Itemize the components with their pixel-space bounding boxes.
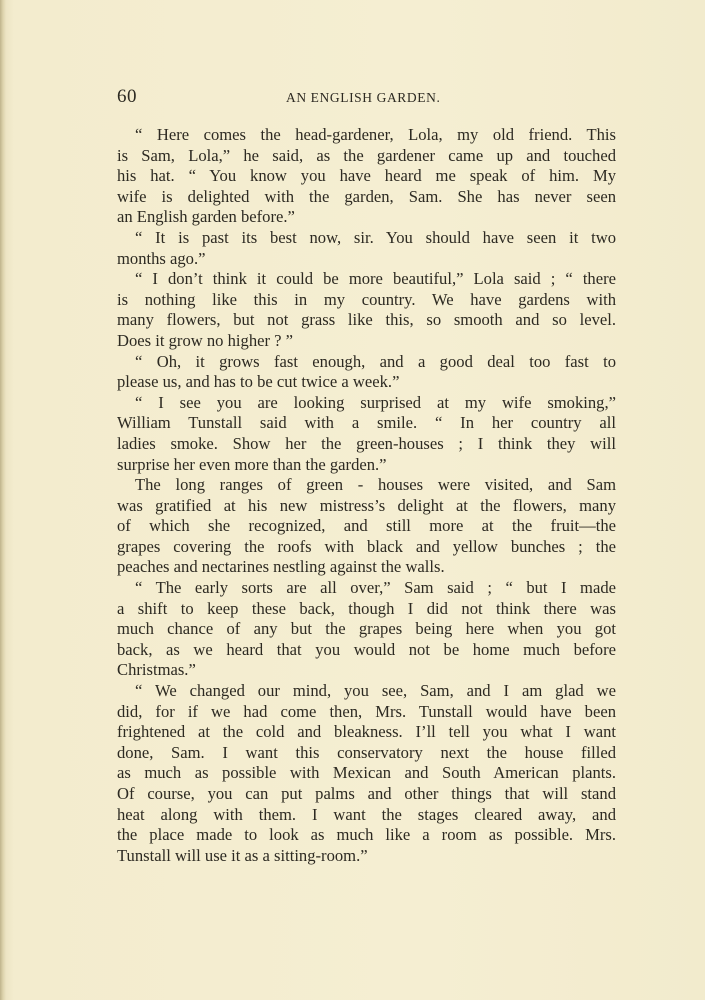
text-line: Does it grow no higher ? ”	[117, 330, 294, 350]
text-line: frightened at the cold and bleakness. I’ll tell you what I want	[117, 722, 616, 742]
text-line: “ Oh, it grows fast enough, and a good deal too fast to	[135, 351, 616, 371]
text-line: Christmas.”	[117, 660, 196, 680]
text-line: “ Here comes the head-gardener, Lola, my old friend. This	[135, 125, 616, 144]
text-line: did, for if we had come then, Mrs. Tunstall would have been	[117, 701, 616, 721]
text-line: please us, and has to be cut twice a week.”	[117, 372, 400, 392]
text-line: many flowers, but not grass like this, so smooth and so level.	[117, 310, 616, 330]
text-line: wife is delighted with the garden, Sam. She has never seen	[117, 186, 616, 206]
text-line: an English garden before.”	[117, 207, 295, 227]
text-line: much chance of any but the grapes being here when you got	[117, 619, 616, 639]
text-line: is nothing like this in my country. We have gardens with	[117, 289, 616, 309]
page-number: 60	[117, 86, 137, 107]
text-line: of which she recognized, and still more at the fruit—the	[117, 516, 616, 536]
text-line: heat along with them. I want the stages cleared away, and	[117, 804, 616, 824]
text-line: “ We changed our mind, you see, Sam, and I am glad we	[135, 681, 616, 701]
text-line: as much as possible with Mexican and South American plants.	[117, 763, 616, 783]
text-line: peaches and nectarines nestling against the walls.	[117, 557, 445, 577]
text-line: Of course, you can put palms and other things that will stand	[117, 784, 616, 803]
text-line: months ago.”	[117, 248, 206, 268]
text-line: surprise her even more than the garden.”	[117, 454, 387, 474]
body-text	[117, 125, 616, 866]
text-line: done, Sam. I want this conservatory next the house filled	[117, 742, 616, 762]
text-line: “ The early sorts are all over,” Sam said ; “ but I made	[135, 578, 616, 598]
text-line: “ It is past its best now, sir. You should have seen it two	[135, 227, 616, 247]
text-line: grapes covering the roofs with black and yellow bunches ; the	[117, 536, 616, 556]
page-header	[117, 86, 616, 110]
running-title: AN ENGLISH GARDEN.	[286, 90, 441, 105]
text-line: William Tunstall said with a smile. “ In her country all	[117, 413, 616, 433]
text-line: is Sam, Lola,” he said, as the gardener came up and touched	[117, 145, 616, 165]
text-line: his hat. “ You know you have heard me speak of him. My	[117, 166, 616, 186]
text-line: the place made to look as much like a room as possible. Mrs.	[117, 825, 616, 845]
text-line: a shift to keep these back, though I did not think there was	[117, 598, 616, 618]
text-line: was gratified at his new mistress’s delight at the flowers, many	[117, 495, 616, 515]
text-line: ladies smoke. Show her the green-houses ; I think they will	[117, 433, 616, 453]
text-line: back, as we heard that you would not be home much before	[117, 639, 616, 659]
text-line: “ I see you are looking surprised at my wife smoking,”	[135, 392, 616, 412]
binding-edge	[0, 0, 6, 1000]
text-line: Tunstall will use it as a sitting-room.”	[117, 845, 368, 865]
text-line: “ I don’t think it could be more beautiful,” Lola said ; “ there	[135, 269, 616, 289]
text-line: The long ranges of green - houses were visited, and Sam	[135, 475, 616, 495]
